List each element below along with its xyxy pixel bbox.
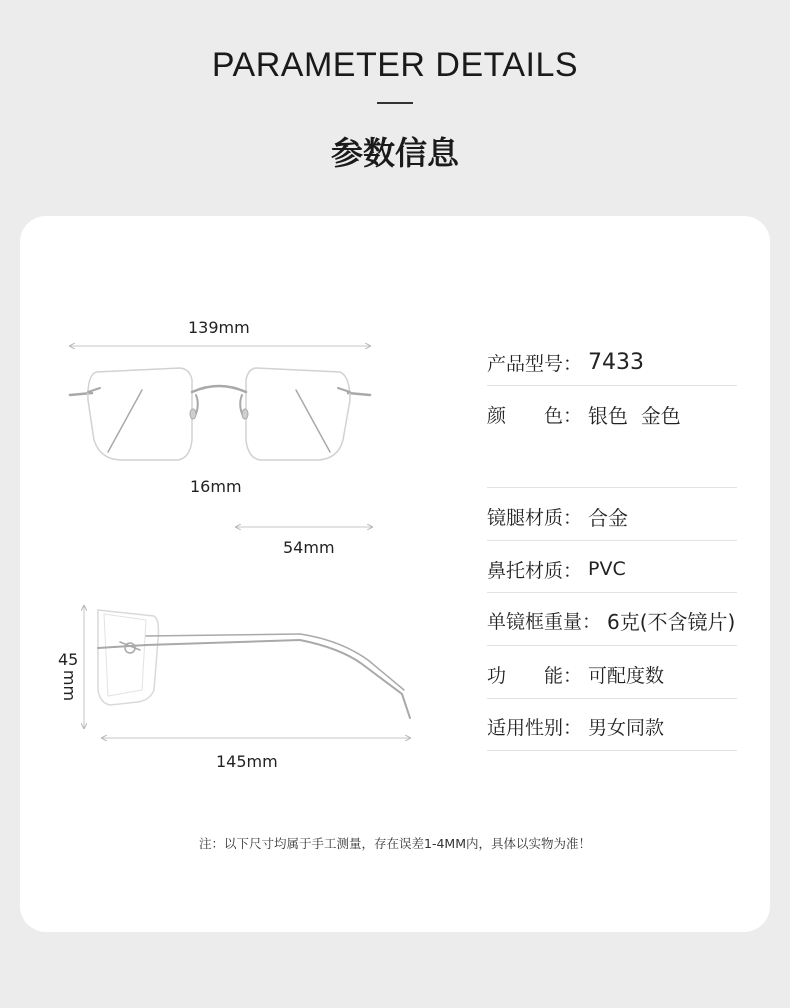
spec-row-temple-material — [487, 494, 628, 538]
spec-label: 产品型号 — [487, 352, 564, 375]
measurement-note: 注：以下尺寸均属于手工测量，存在误差1-4MM内，具体以实物为准！ — [199, 836, 591, 851]
side-view-frame — [98, 610, 410, 718]
lens-height-number-label: 45 — [58, 650, 79, 669]
spec-value: 合金 — [588, 505, 629, 530]
spec-divider — [487, 645, 737, 646]
front-view-frame — [70, 368, 370, 460]
spec-divider — [487, 698, 737, 699]
page-title-en: PARAMETER DETAILS — [211, 46, 579, 84]
spec-value: 银色 金色 — [588, 403, 681, 428]
spec-value: 可配度数 — [588, 664, 665, 687]
spec-label: 颜 色 — [487, 404, 564, 427]
spec-colon: ： — [563, 506, 583, 529]
spec-divider — [487, 540, 737, 541]
temple-length-label: 145mm — [216, 752, 278, 771]
spec-label: 镜腿材质 — [487, 506, 564, 529]
spec-label: 适用性别 — [487, 716, 564, 739]
total-width-label: 139mm — [188, 318, 250, 337]
spec-colon: ： — [563, 664, 583, 687]
spec-colon: ： — [582, 610, 602, 633]
spec-colon: ： — [563, 716, 583, 739]
spec-value: 7433 — [588, 349, 645, 375]
lens-height-unit-label: mm — [60, 669, 80, 702]
bridge-width-label: 16mm — [190, 477, 242, 496]
spec-label: 鼻托材质 — [487, 559, 564, 582]
spec-label: 单镜框重量 — [487, 610, 583, 633]
spec-row-model — [487, 340, 644, 384]
spec-divider — [487, 592, 737, 593]
spec-label: 功 能 — [487, 664, 564, 687]
spec-row-nosepad-material — [487, 547, 626, 591]
spec-divider — [487, 385, 737, 386]
spec-row-color — [487, 392, 681, 436]
page-title-cn: 参数信息 — [330, 134, 459, 172]
spec-divider — [487, 487, 737, 488]
spec-divider — [487, 750, 737, 751]
spec-colon: ： — [563, 559, 583, 582]
spec-colon: ： — [563, 404, 583, 427]
spec-row-frame-weight — [487, 598, 735, 642]
spec-row-function — [487, 652, 664, 696]
lens-width-label: 54mm — [283, 538, 335, 557]
spec-row-gender — [487, 704, 664, 748]
spec-value: 男女同款 — [588, 716, 665, 739]
spec-value: PVC — [588, 558, 626, 580]
spec-colon: ： — [563, 352, 583, 375]
spec-value: 6克(不含镜片) — [607, 609, 736, 634]
